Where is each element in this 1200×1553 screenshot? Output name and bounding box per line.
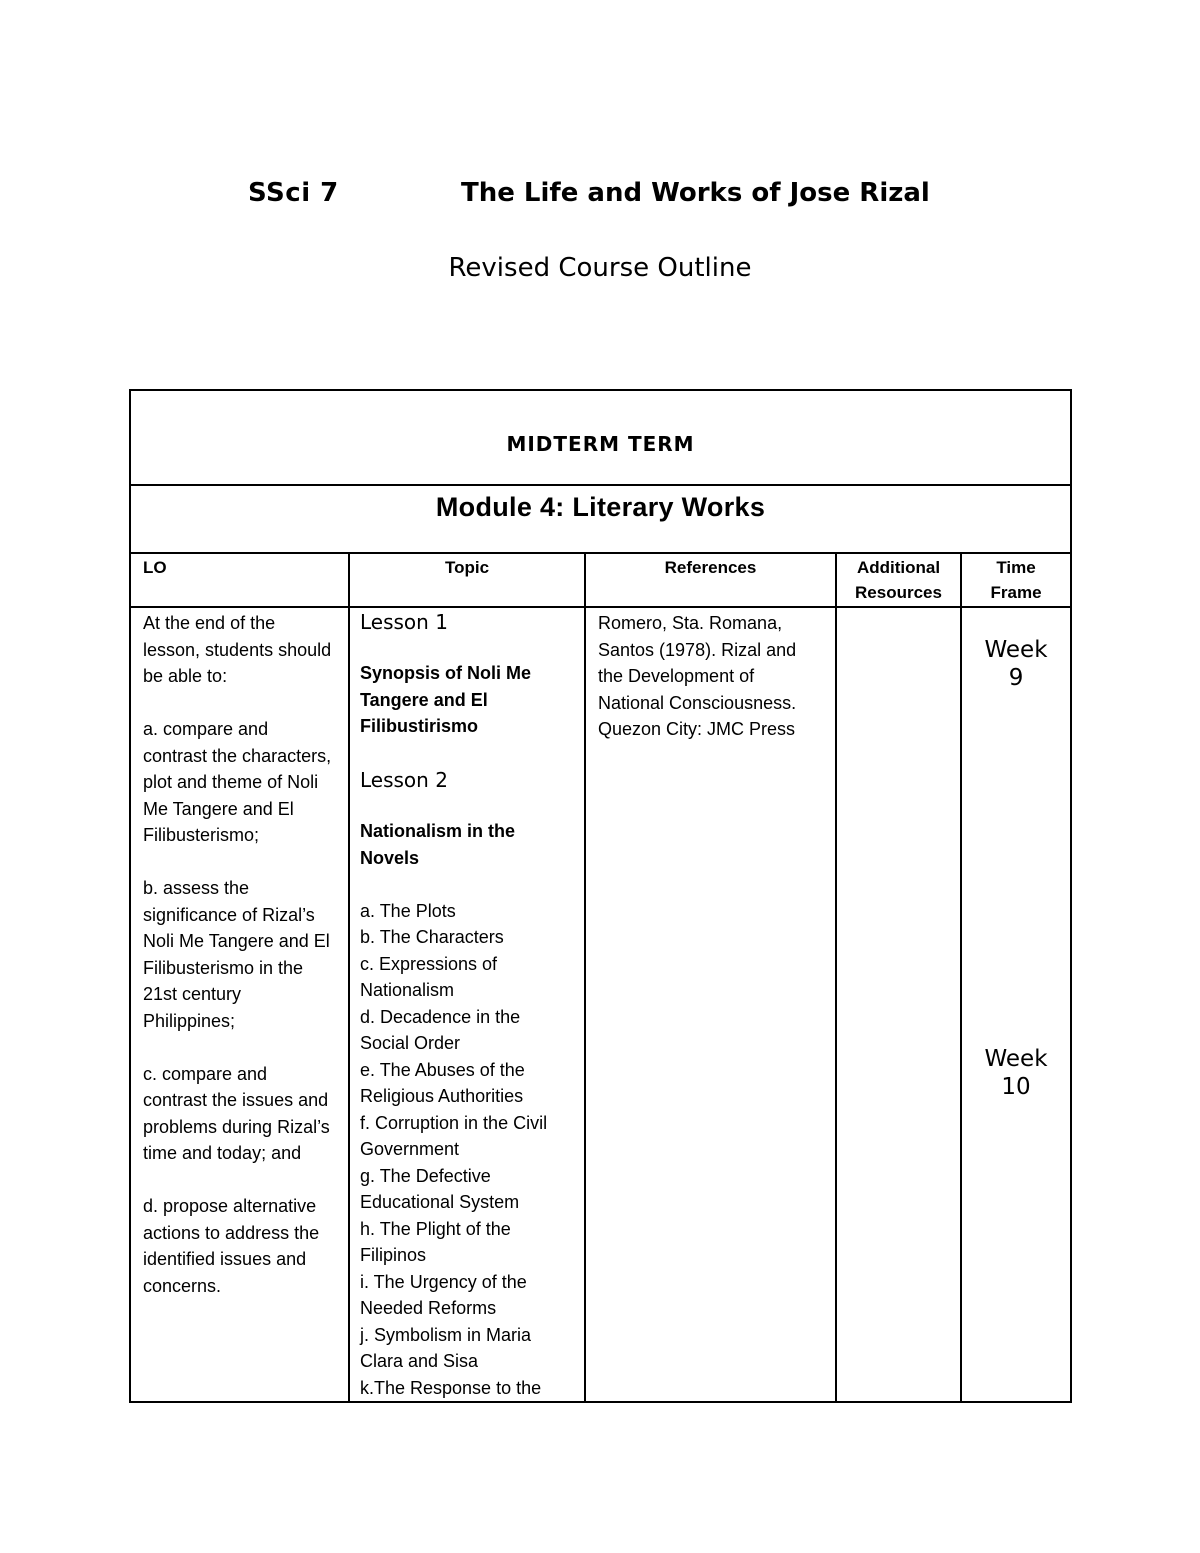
week-label: Week: [984, 637, 1048, 663]
column-header-row: [130, 553, 1071, 607]
lo-objective: b. assess the significance of Rizal’s Noli Me Tangere and El Filibusterismo in the 21st century Philippines;: [143, 878, 330, 1031]
subtopic-item: d. Decadence in the Social Order: [360, 1006, 521, 1053]
header-time-frame-cell: [961, 553, 1071, 607]
subtopic-item: k.The Response to the: [360, 1377, 542, 1398]
header-additional-resources-cell: [836, 553, 961, 607]
lo-objective: c. compare and contrast the issues and problems during Rizal’s time and today; and: [143, 1063, 330, 1163]
topic-cell: [349, 607, 585, 1402]
term-heading: MIDTERM TERM: [506, 431, 695, 456]
subtopic-item: j. Symbolism in Maria Clara and Sisa: [360, 1324, 532, 1371]
term-heading-cell: [130, 390, 1071, 485]
header-references: References: [664, 558, 757, 577]
header-references-cell: [585, 553, 836, 607]
document-subtitle: Revised Course Outline: [448, 253, 752, 283]
module-heading-cell: [130, 485, 1071, 553]
lesson-1-label: Lesson 1: [360, 610, 448, 634]
subtopic-item: a. The Plots: [360, 900, 456, 921]
subtopic-item: h. The Plight of the Filipinos: [360, 1218, 511, 1265]
subtopic-item: e. The Abuses of the Religious Authorities: [360, 1059, 525, 1106]
header-topic-cell: [349, 553, 585, 607]
additional-resources-cell: [836, 607, 961, 1402]
header-lo: LO: [143, 558, 167, 577]
week-label: Week: [984, 1046, 1048, 1072]
lo-objective: a. compare and contrast the characters, plot and theme of Noli Me Tangere and El Filibusterismo;: [143, 719, 332, 845]
lesson-2-label: Lesson 2: [360, 768, 448, 792]
subtopic-item: g. The Defective Educational System: [360, 1165, 520, 1212]
course-outline-table: [129, 389, 1072, 1403]
time-frame-cell: [961, 607, 1071, 1402]
subtopic-item: i. The Urgency of the Needed Reforms: [360, 1271, 527, 1318]
lesson-2-title: Nationalism in the Novels: [360, 821, 516, 868]
week-9-frame: [962, 636, 1070, 692]
lo-objective: d. propose alternative actions to address the identified issues and concerns.: [143, 1196, 320, 1296]
week-number: 10: [1001, 1074, 1031, 1100]
week-number: 9: [1008, 665, 1024, 691]
subtopic-item: f. Corruption in the Civil Government: [360, 1112, 548, 1159]
course-title: The Life and Works of Jose Rizal: [461, 178, 930, 208]
header-time-frame: Time Frame: [990, 558, 1042, 602]
subtopic-item: b. The Characters: [360, 927, 504, 947]
header-lo-cell: [130, 553, 349, 607]
module-heading: Module 4: Literary Works: [435, 492, 766, 522]
lesson-1-title: Synopsis of Noli Me Tangere and El Filibustirismo: [360, 663, 532, 736]
lo-cell: [130, 607, 349, 1402]
header-additional-resources: Additional Resources: [855, 558, 942, 602]
document-title-line: [0, 178, 1200, 214]
course-code: SSci 7: [248, 178, 339, 208]
references-cell: [585, 607, 836, 1402]
subtopic-item: c. Expressions of Nationalism: [360, 953, 498, 1000]
lo-intro: At the end of the lesson, students should be able to:: [143, 613, 332, 686]
week-10-frame: [962, 1045, 1070, 1101]
module-content-row: [130, 607, 1071, 1402]
header-topic: Topic: [444, 558, 490, 577]
reference-citation: Romero, Sta. Romana, Santos (1978). Rizal and the Development of National Consciousness. Quezon City: JMC Press: [598, 613, 797, 739]
